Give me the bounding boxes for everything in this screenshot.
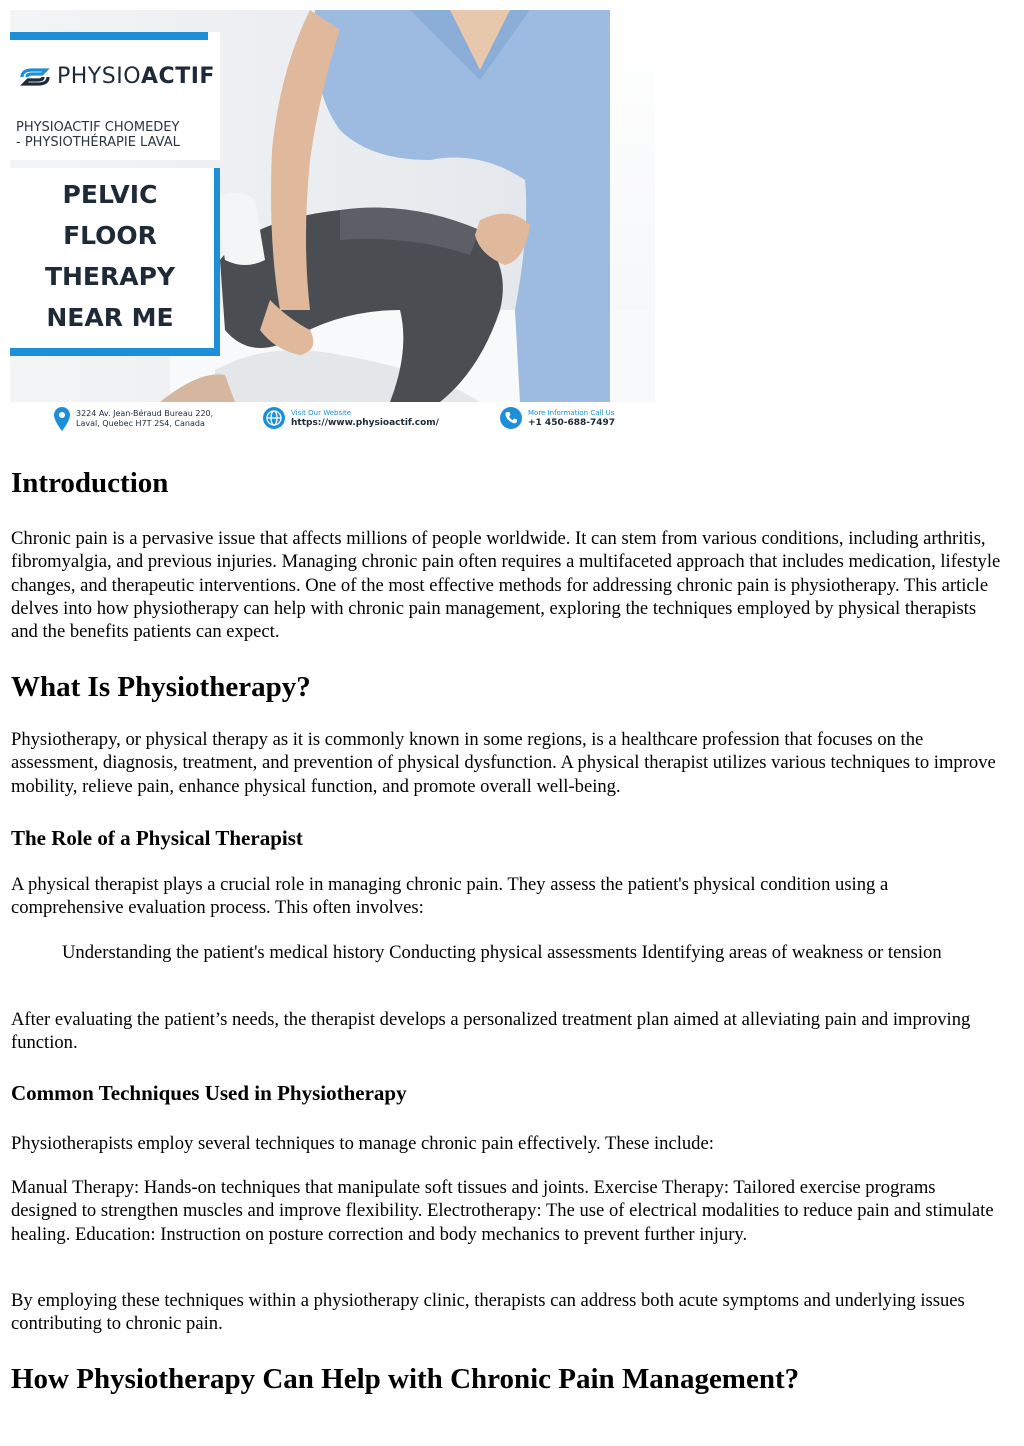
logo-card-accent-bar — [10, 32, 208, 40]
heading-what-is-physiotherapy: What Is Physiotherapy? — [11, 671, 311, 703]
brand-name-bold: ACTIF — [141, 64, 215, 89]
location-pin-icon — [54, 407, 70, 431]
website-caption: Visit Our Website — [291, 409, 352, 417]
heading-introduction: Introduction — [11, 467, 169, 499]
contact-phone[interactable] — [500, 407, 615, 429]
brand-name-regular: PHYSIO — [57, 64, 142, 89]
paragraph-what-is-physiotherapy: Physiotherapy, or physical therapy as it is commonly known in some regions, is a healthcare profession that focuses on the assessment, diagnosis, treatment, and prevention of physical dysfunction. A physical therapist utilizes various techniques to improve mobility, relieve pain, enhance physical function, and promote overall well-being. — [11, 729, 996, 797]
globe-icon — [263, 407, 285, 429]
physioactif-swirl-icon — [18, 68, 52, 86]
paragraph-role-of-therapist: A physical therapist plays a crucial role in managing chronic pain. They assess the patient's physical condition using a comprehensive evaluation process. This often involves: — [11, 874, 889, 919]
paragraph-techniques-intro: Physiotherapists employ several techniques to manage chronic pain effectively. These include: — [11, 1133, 714, 1154]
website-url[interactable]: https://www.physioactif.com/ — [291, 418, 439, 428]
contact-website[interactable] — [263, 407, 439, 429]
paragraph-after-evaluation: After evaluating the patient’s needs, the therapist develops a personalized treatment plan aimed at alleviating pain and improving function. — [11, 1009, 971, 1054]
banner-image — [10, 10, 655, 402]
address-line-1: 3224 Av. Jean-Béraud Bureau 220, — [76, 409, 214, 418]
paragraph-introduction: Chronic pain is a pervasive issue that affects millions of people worldwide. It can stem from various conditions, including arthritis, fibromyalgia, and previous injuries. Managing chronic pain often requires a multifaceted approach that includes medication, lifestyle changes, and therapeutic interventions. One of the most effective methods for addressing chronic pain is physiotherapy. This article delves into how physiotherapy can help with chronic pain management, exploring the techniques employed by physical therapists and the benefits patients can expect. — [11, 528, 1001, 643]
brand-name — [57, 64, 215, 89]
phone-caption: More Information Call Us — [528, 409, 615, 417]
phone-number[interactable]: +1 450-688-7497 — [528, 418, 616, 428]
title-card-accent-bar — [10, 348, 220, 356]
title-card — [10, 168, 214, 348]
blockquote-evaluation-steps: Understanding the patient's medical history Conducting physical assessments Identifying areas of weakness or tension — [62, 942, 942, 963]
heading-role-of-therapist: The Role of a Physical Therapist — [11, 826, 303, 850]
contact-bar — [10, 402, 655, 444]
contact-address — [54, 407, 213, 431]
paragraph-techniques-outro: By employing these techniques within a physiotherapy clinic, therapists can address both acute symptoms and underlying issues contributing to chronic pain. — [11, 1290, 965, 1335]
heading-common-techniques: Common Techniques Used in Physiotherapy — [11, 1081, 407, 1105]
logo-card — [10, 32, 220, 160]
clinic-name: PHYSIOACTIF CHOMEDEY - PHYSIOTHÉRAPIE LAVAL — [16, 120, 180, 150]
paragraph-techniques-list: Manual Therapy: Hands-on techniques that manipulate soft tissues and joints. Exercise Therapy: Tailored exercise programs designed to strengthen muscles and improve flexibility. Electrotherapy: The use of electrical modalities to reduce pain and stimulate healing. Education: Instruction on posture correction and body mechanics to prevent further injury. — [11, 1177, 994, 1245]
physioactif-logo — [18, 64, 215, 89]
phone-icon — [500, 407, 522, 429]
heading-how-physiotherapy-helps: How Physiotherapy Can Help with Chronic Pain Management? — [11, 1363, 800, 1395]
banner-headline: PELVIC FLOOR THERAPY NEAR ME — [44, 180, 176, 332]
address-line-2: Laval, Quebec H7T 2S4, Canada — [76, 419, 205, 428]
title-card-accent-side — [214, 168, 220, 356]
